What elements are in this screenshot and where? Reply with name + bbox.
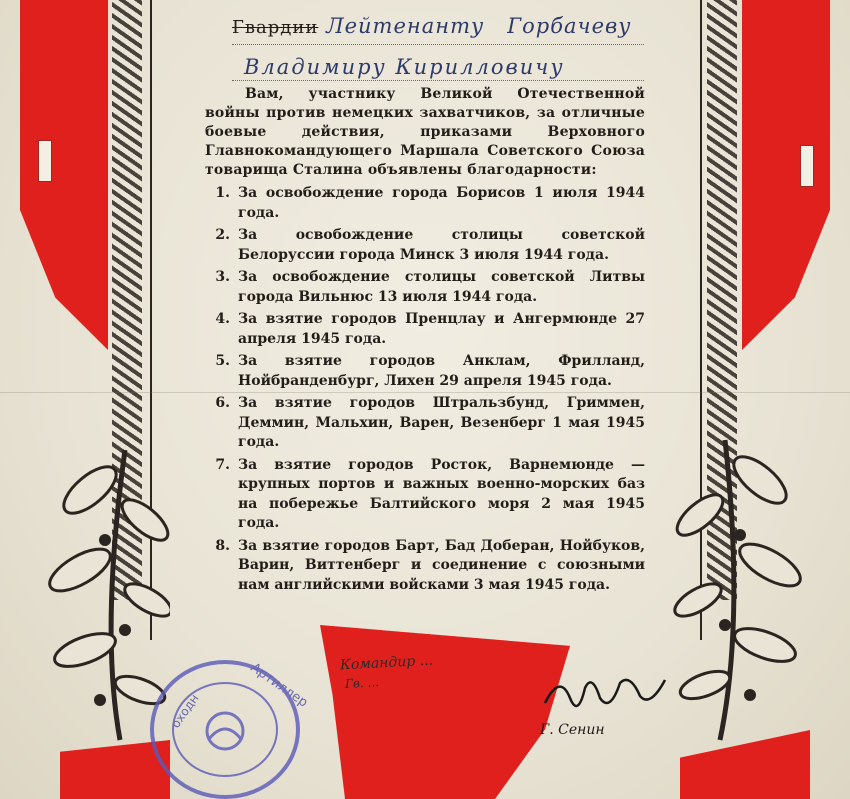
item-text: За взятие городов Барт, Бад Доберан, Нойбуков, Варин, Виттенберг и соединение с союзными нам английскими войсками 3 мая 1945 года. — [238, 537, 645, 593]
handwritten-signature-icon — [540, 668, 670, 718]
item-number: 6. — [215, 395, 230, 411]
gratitude-item — [205, 226, 645, 265]
gratitude-item — [205, 394, 645, 453]
struck-rank: Гвардии — [232, 17, 319, 38]
stamp-text-left: оходн — [168, 691, 202, 731]
gratitude-item — [205, 456, 645, 534]
gratitude-item — [205, 184, 645, 223]
gratitude-item — [205, 268, 645, 307]
recipient-surname: Горбачеву — [507, 14, 632, 38]
gratitude-list — [205, 184, 645, 595]
item-text: За освобождение столицы советской Белоруссии города Минск 3 июля 1944 года. — [238, 227, 645, 263]
commander-title-line: Гв. ... — [344, 675, 380, 691]
gratitude-item — [205, 310, 645, 349]
left-red-flag — [20, 0, 108, 350]
signature-name: Г. Сенин — [540, 722, 605, 738]
item-number: 8. — [215, 537, 230, 554]
coat-of-arms-icon — [199, 709, 251, 753]
left-laurel-branch-icon — [30, 430, 170, 750]
gratitude-item — [205, 537, 645, 596]
intro-text: Вам, участнику Великой Отечественной войны против немецких захватчиков, за отличные боевые действия, приказами Верховного Главнокомандующего Маршала Советского Союза товарища Сталина объявлены благодарности: — [205, 86, 645, 178]
recipient-name: Владимиру Кирилловичу — [244, 55, 565, 79]
right-red-flag — [742, 0, 830, 350]
item-number: 5. — [215, 353, 230, 369]
right-laurel-branch-icon — [670, 420, 820, 750]
item-text: За взятие городов Анклам, Фрилланд, Нойбранденбург, Лихен 29 апреля 1945 года. — [238, 353, 645, 389]
dotted-line-2 — [232, 80, 644, 81]
item-text: За освобождение столицы советской Литвы города Вильнюс 13 июля 1944 года. — [238, 269, 645, 305]
item-number: 2. — [215, 227, 230, 243]
item-text: За взятие городов Пренцлау и Ангермюнде 27 апреля 1945 года. — [238, 311, 645, 347]
item-text: За освобождение города Борисов 1 июля 1944 года. — [238, 185, 645, 221]
item-number: 3. — [215, 269, 230, 285]
intro-paragraph — [205, 85, 645, 180]
item-text: За взятие городов Росток, Варнемюнде — крупных портов и важных военно-морских баз на побережье Балтийского моря 2 мая 1945 года. — [238, 456, 645, 531]
right-tassel-icon — [800, 145, 814, 187]
rank-handwritten: Лейтенанту — [326, 14, 485, 38]
stamp-text-top: Артиллер — [247, 660, 311, 711]
recipient-rank-line — [232, 14, 631, 38]
left-tassel-icon — [38, 140, 52, 182]
official-stamp — [150, 660, 311, 799]
dotted-line-1 — [232, 44, 644, 45]
item-number: 1. — [215, 185, 230, 201]
item-text: За взятие городов Штральзбунд, Гриммен, Деммин, Мальхин, Варен, Везенберг 1 мая 1945 года. — [238, 395, 645, 450]
center-red-banner — [320, 625, 570, 799]
item-number: 4. — [215, 311, 230, 327]
certificate-body — [205, 85, 645, 598]
commander-signature-line: Командир ... — [339, 652, 434, 674]
item-number: 7. — [215, 456, 230, 473]
gratitude-item — [205, 352, 645, 391]
